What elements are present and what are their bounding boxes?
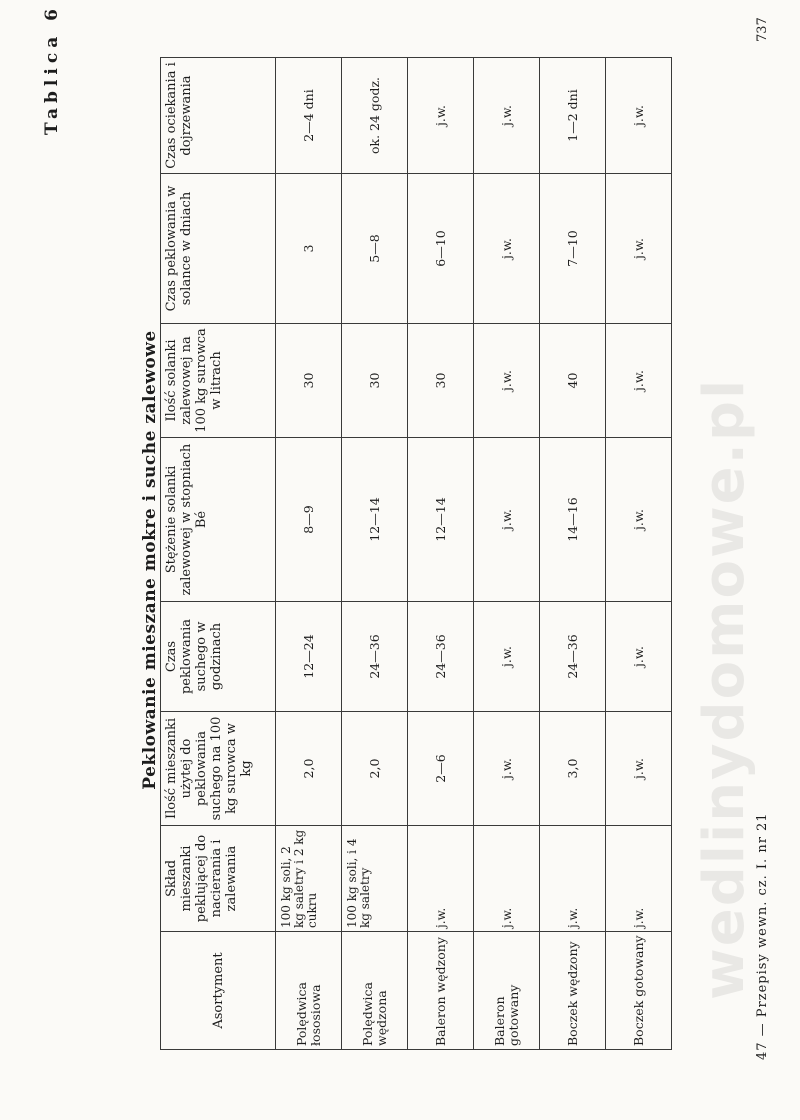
table-cell: j.w. <box>606 438 672 602</box>
table-label: Tablica 6 <box>42 4 62 135</box>
mixture-cell: j.w. <box>474 826 540 932</box>
table-cell: j.w. <box>474 438 540 602</box>
table-cell: 30 <box>276 324 342 438</box>
table-cell: 3 <box>276 174 342 324</box>
table-cell: 12—24 <box>276 602 342 712</box>
table-cell: j.w. <box>606 602 672 712</box>
header-cell: Czas peklowania suchego w godzinach <box>161 602 276 712</box>
header-cell: Czas peklowania w solance w dniach <box>161 174 276 324</box>
table-cell: j.w. <box>606 58 672 174</box>
header-row <box>161 58 276 1050</box>
table-cell: 5—8 <box>342 174 408 324</box>
table-row <box>276 58 342 1050</box>
table-row <box>408 58 474 1050</box>
product-cell: Polędwica łososiowa <box>276 932 342 1050</box>
table-cell: j.w. <box>474 602 540 712</box>
table-cell: j.w. <box>606 712 672 826</box>
watermark: wedlinydomowe.pl <box>692 377 757 1000</box>
table-row <box>606 58 672 1050</box>
header-cell: Stężenie solanki zalewowej w stopniach Bé <box>161 438 276 602</box>
header-cell: Czas ociekania i dojrzewania <box>161 58 276 174</box>
table-cell: 24—36 <box>540 602 606 712</box>
footer-reference: 47 — Przepisy wewn. cz. I. nr 21 <box>755 812 770 1060</box>
table-cell: 30 <box>342 324 408 438</box>
product-cell: Baleron gotowany <box>474 932 540 1050</box>
header-cell: Skład mieszanki peklującej do nacierania i zalewania <box>161 826 276 932</box>
table-cell: 12—14 <box>408 438 474 602</box>
table-cell: 6—10 <box>408 174 474 324</box>
table-cell: 7—10 <box>540 174 606 324</box>
table-cell: ok. 24 godz. <box>342 58 408 174</box>
curing-table <box>160 57 672 1050</box>
table-cell: 14—16 <box>540 438 606 602</box>
table-cell: j.w. <box>606 324 672 438</box>
header-cell: Ilość mieszanki użytej do peklowania suchego na 100 kg surowca w kg <box>161 712 276 826</box>
table-cell: j.w. <box>474 324 540 438</box>
page-number: 737 <box>755 17 770 42</box>
table-cell: 30 <box>408 324 474 438</box>
table-cell: j.w. <box>474 174 540 324</box>
mixture-cell: 100 kg soli, 2 kg saletry i 2 kg cukru <box>276 826 342 932</box>
table-cell: 2—4 dni <box>276 58 342 174</box>
table-cell: 24—36 <box>408 602 474 712</box>
table-row <box>474 58 540 1050</box>
table-cell: j.w. <box>606 174 672 324</box>
table-row <box>540 58 606 1050</box>
table-cell: 12—14 <box>342 438 408 602</box>
table-cell: j.w. <box>474 712 540 826</box>
table-title: Peklowanie mieszane mokre i suche zalewowe <box>140 330 160 790</box>
product-cell: Boczek gotowany <box>606 932 672 1050</box>
table-row <box>342 58 408 1050</box>
product-cell: Polędwica wędzona <box>342 932 408 1050</box>
table-cell: 2,0 <box>276 712 342 826</box>
header-cell: Ilość solanki zalewowej na 100 kg surowca w litrach <box>161 324 276 438</box>
table-cell: j.w. <box>474 58 540 174</box>
header-cell: Asortyment <box>161 932 276 1050</box>
product-cell: Boczek wędzony <box>540 932 606 1050</box>
table-cell: 8—9 <box>276 438 342 602</box>
table-cell: 3,0 <box>540 712 606 826</box>
mixture-cell: 100 kg soli, i 4 kg saletry <box>342 826 408 932</box>
table-cell: 24—36 <box>342 602 408 712</box>
mixture-cell: j.w. <box>408 826 474 932</box>
mixture-cell: j.w. <box>606 826 672 932</box>
product-cell: Baleron wędzony <box>408 932 474 1050</box>
table-cell: 2—6 <box>408 712 474 826</box>
table-cell: 2,0 <box>342 712 408 826</box>
table-cell: 1—2 dni <box>540 58 606 174</box>
table-cell: j.w. <box>408 58 474 174</box>
mixture-cell: j.w. <box>540 826 606 932</box>
table-cell: 40 <box>540 324 606 438</box>
